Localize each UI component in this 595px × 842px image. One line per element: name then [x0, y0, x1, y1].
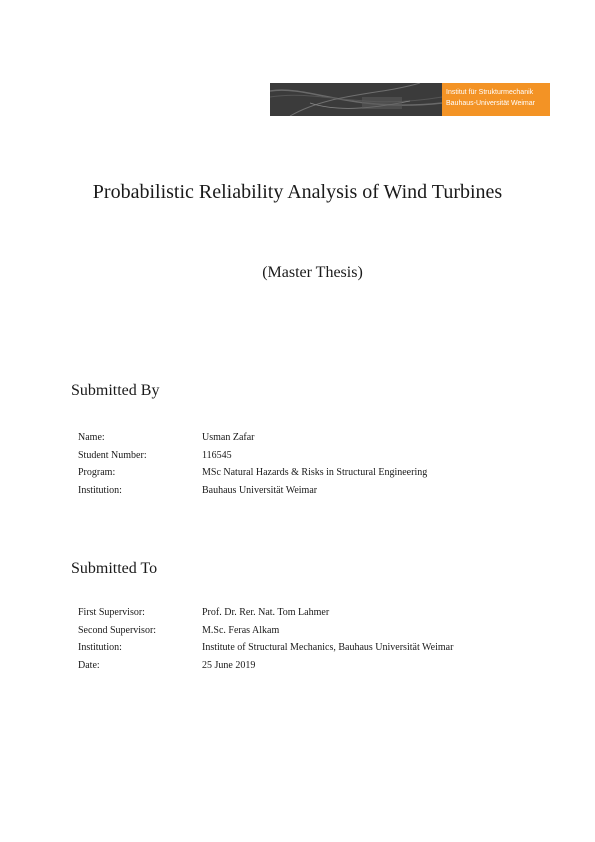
info-label: Program: [78, 467, 116, 478]
info-row-institution [78, 482, 427, 500]
info-row-name [78, 429, 427, 447]
info-label: Second Supervisor: [78, 624, 157, 636]
info-value: 116545 [202, 449, 232, 461]
submitted-to-table [78, 604, 453, 674]
info-value: Institute of Structural Mechanics, Bauhaus Universität Weimar [202, 642, 454, 653]
info-row-first-supervisor [78, 604, 453, 622]
thesis-title: Probabilistic Reliability Analysis of Wind Turbines [92, 181, 503, 203]
submitted-to-heading: Submitted To [71, 560, 158, 577]
info-value: M.Sc. Feras Alkam [202, 624, 280, 636]
info-row-second-supervisor [78, 622, 453, 640]
info-label: Institution: [78, 484, 122, 496]
info-value: Prof. Dr. Rer. Nat. Tom Lahmer [202, 607, 330, 618]
info-value: 25 June 2019 [202, 659, 256, 671]
info-value: MSc Natural Hazards & Risks in Structural Engineering [202, 467, 428, 478]
info-row-institution [78, 639, 453, 657]
info-label: Date: [78, 659, 100, 671]
info-label: First Supervisor: [78, 607, 145, 618]
info-row-date [78, 657, 453, 675]
info-row-student-number [78, 447, 427, 465]
submitted-by-heading: Submitted By [71, 382, 160, 399]
info-value: Usman Zafar [202, 432, 255, 443]
submitted-by-table [78, 429, 427, 499]
logo-line-2: Bauhaus-Universität Weimar [446, 100, 535, 107]
info-value: Bauhaus Universität Weimar [202, 484, 318, 496]
institute-logo [270, 83, 550, 116]
logo-line-1: Institut für Strukturmechanik [446, 89, 534, 96]
info-label: Institution: [78, 642, 122, 653]
logo-image [270, 83, 442, 116]
logo-text [442, 83, 550, 116]
thesis-subtitle: (Master Thesis) [262, 264, 363, 281]
info-label: Name: [78, 432, 105, 443]
info-label: Student Number: [78, 449, 147, 461]
info-row-program [78, 464, 427, 482]
